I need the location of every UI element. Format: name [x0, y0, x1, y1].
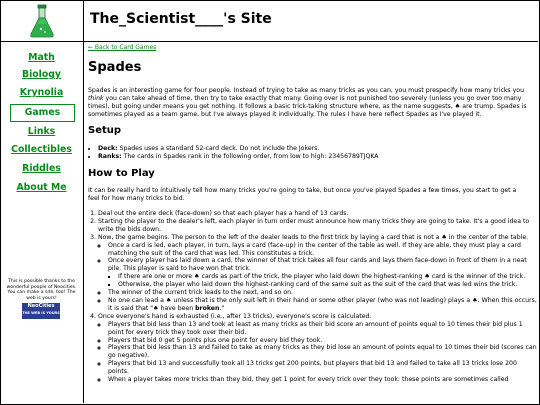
setup-item-deck — [98, 145, 538, 153]
sub-text-end: ." — [219, 304, 225, 312]
sub-item: ◦ Players that bid less than 13 and took at least as many tricks as their bid score an amount of points equal to 10 times their bid plus 1 point for every trick they took over their bid. — [108, 321, 538, 337]
nav-link-krynolia[interactable]: Krynolia — [19, 87, 64, 98]
intro-paragraph — [88, 87, 528, 119]
main-content — [84, 42, 538, 403]
step-item: 1. Deal out the entire deck (face-down) so that each player has a hand of 13 cards. — [98, 210, 538, 218]
intro-text-1: Spades is an interesting game for four people. Instead of trying to take as many tricks as you can, you must prespecify how many tricks you — [88, 87, 524, 94]
nav-link-games[interactable]: Games — [10, 104, 75, 122]
sub-item: ◦ Players that bid 0 get 5 points plus one point for every bid they took. — [108, 337, 538, 345]
nav-link-math[interactable]: Math — [28, 52, 55, 63]
site-header — [84, 0, 538, 42]
sub-item: ◦ Players that bid 13 and successfully took all 13 tricks get 200 points, but players that bid 13 and failed to take all 13 tricks lose 200 points. — [108, 360, 538, 376]
neocities-badge[interactable] — [22, 303, 60, 319]
sub-item — [108, 257, 538, 289]
setup-item-text: The cards in Spades rank in the following order, from low to high: 23456789TJQKA — [121, 152, 379, 160]
site-logo[interactable] — [0, 0, 84, 42]
step-item — [98, 313, 538, 384]
step-sublist — [98, 321, 538, 384]
step-text: Now, the game begins. The person to the left of the dealer leads to the first trick by laying a card that is not a ♠ in the center of the table. — [98, 233, 529, 241]
setup-item-text: Spades uses a standard 52-card deck. Do not include the Jokers. — [117, 145, 320, 152]
sub-text: No one can lead a ♠ unless that is the only suit left in their hand or some other player (who was not leading) plays a ♠. When this occurs, it is said that "♠ have been — [108, 296, 537, 312]
step-item — [98, 234, 538, 313]
setup-heading: Setup — [88, 125, 122, 136]
sub-item: ◦ Players that bid less than 13 and failed to take as many tricks as they bid lose an amount of points equal to 10 times their bid (scores can go negative). — [108, 344, 538, 360]
step-item: 2. Starting the player to the dealer's left, each player in turn order must announce how many tricks they are going to take. It's a good idea to write the bids down. — [98, 218, 538, 234]
sub-item: ◦ Once a card is led, each player, in turn, lays a card (face-up) in the center of the table as well. If they are able, they must play a card matching the suit of the card that was led. This constitutes a trick. — [108, 242, 538, 258]
how-to-play-heading: How to Play — [88, 168, 155, 179]
nav-link-riddles[interactable]: Riddles — [22, 163, 61, 174]
step-sublist — [98, 242, 538, 313]
nav-link-collectibles[interactable]: Collectibles — [11, 144, 72, 155]
intro-think: think — [88, 94, 104, 102]
sub-sublist — [108, 273, 538, 289]
setup-item-label: Deck: — [98, 145, 118, 152]
sub-item: ◦ The winner of the current trick leads to the next, and so on. — [108, 289, 538, 297]
how-to-play-intro: It can be really hard to intuitively tell how many tricks you're going to take, but once you've played Spades a few times, you start to get a feel for how many tricks to bid. — [88, 187, 517, 202]
badge-title: NeoCities — [27, 303, 55, 309]
broken-term: broken — [195, 304, 220, 312]
site-title: The_Scientist____'s Site — [90, 11, 272, 27]
flask-icon — [29, 4, 55, 38]
sub-sub-item: ▪ If there are one or more ♠ cards as part of the trick, the player who laid down the highest-ranking ♠ card is the winner of the trick. — [118, 273, 538, 281]
badge-tagline: THE WEB IS YOURS — [22, 311, 60, 315]
intro-text-2: you can take ahead of time, then try to take exactly that many. Going over is not punished too severely (unless you go over too many times), but going under means you get nothing. It follows a basic trick-taking structure where, as the name suggests, ♠ are trump. Spades is sometimes played as a team game, but I've always played it individually. The rules I have here reflect Spades as I've played it. — [88, 94, 527, 118]
setup-item-ranks — [98, 153, 538, 161]
nav-link-about-me[interactable]: About Me — [16, 182, 67, 193]
sub-text: Once every player has laid down a card, the winner of that trick takes all four cards and lays them face-down in front of them in a neat pile. This player is said to have won that trick. — [108, 257, 527, 273]
back-to-card-games-link[interactable]: ← Back to Card Games — [88, 44, 157, 51]
step-text: Once everyone's hand is exhausted (i.e., after 13 tricks), everyone's score is calculated. — [98, 312, 372, 320]
rules-steps — [88, 210, 538, 384]
neocities-note: This is possible thanks to the wonderful people of Neocities. You can make a site, too! The web is yours! — [6, 279, 77, 301]
setup-list — [88, 145, 538, 161]
page-title: Spades — [88, 60, 142, 75]
nav-link-biology[interactable]: Biology — [22, 69, 61, 80]
sub-item: ◦ When a player takes more tricks than they bid, they get 1 point for every trick over they took: these points are sometimes called — [108, 376, 538, 384]
sub-sub-item: ▪ Otherwise, the player who laid down the highest-ranking card of the same suit as the suit of the card that was led wins the trick. — [118, 281, 538, 289]
setup-item-label: Ranks: — [98, 152, 122, 160]
sub-item — [108, 297, 538, 313]
sidebar — [0, 42, 84, 403]
nav-link-links[interactable]: Links — [27, 126, 56, 137]
